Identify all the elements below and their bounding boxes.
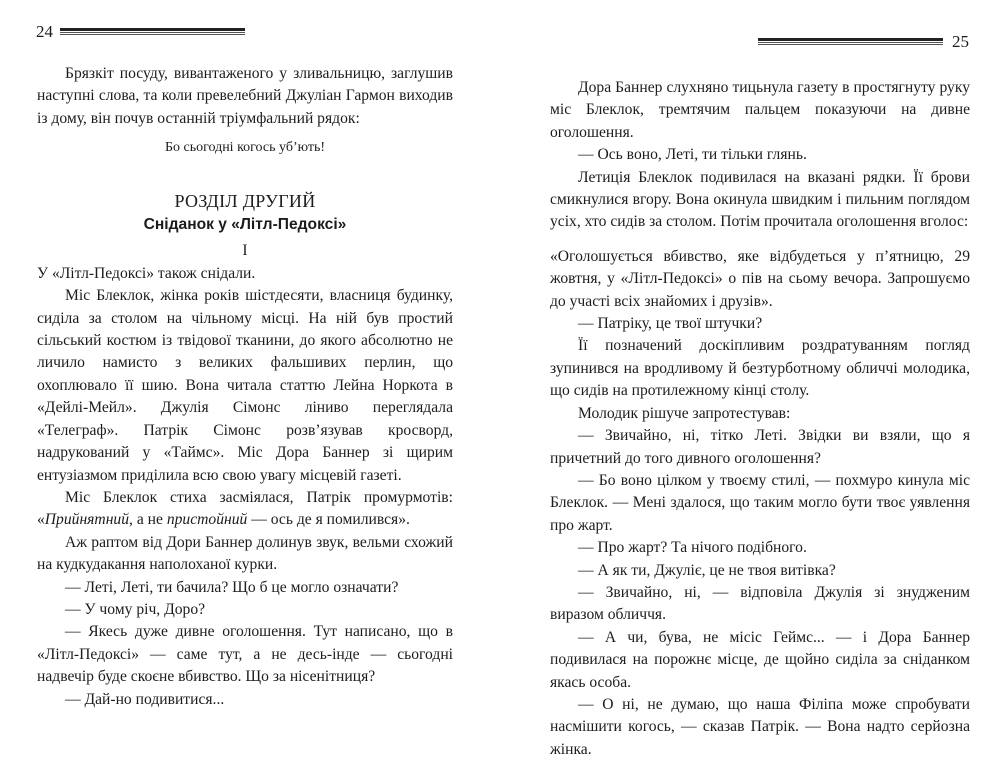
paragraph: Дора Баннер слухняно тицьнула газету в простягнуту руку міс Блеклок, тремтячим пальцем показуючи на дивне оголошення. — [550, 79, 970, 141]
left-page-number: 24 — [36, 22, 53, 41]
dialogue-line: — А чи, бува, не місіс Геймс... — і Дора Баннер подивилася на порожнє місце, де щойно сиділа за сніданком якась особа. — [550, 628, 970, 691]
paragraph: Міс Блеклок, жінка років шістдесяти, власниця будинку, сиділа за столом на чільному місці. На ній був простий сільський костюм із твідової тканини, до якого абсолютно не личило намисто з великих фальшивих перлин, що охоплювало її шию. Вона читала статтю Лейна Норкота в «Дейлі-Мейл». Джулія Сімонс ліниво переглядала «Телеграф». Патрік Сімонс розв’язував кросворд, надрукований у «Таймс». Міс Дора Баннер зі щирим ентузіазмом приділила всю свою увагу місцевій газеті. — [37, 287, 453, 484]
left-page — [0, 0, 500, 721]
right-header-rule — [758, 38, 943, 44]
paragraph: Її позначений доскіпливим роздратуванням погляд зупинився на вродливому й безтурботному обличчі молодика, що сидів на протилежному кінці столу. — [550, 337, 970, 400]
right-page-text — [550, 77, 970, 761]
dialogue-line: — Про жарт? Та нічого подібного. — [578, 539, 807, 557]
left-page-text — [37, 63, 453, 711]
paragraph: Летиція Блеклок подивилася на вказані рядки. Її брови смикнулися вгору. Вона окинула швидким і пильним поглядом усіх, хто сидів за столом. Потім прочитала оголошення вголос: — [550, 168, 970, 231]
dialogue-line: — Леті, Леті, ти бачила? Що б це могло означати? — [65, 578, 399, 596]
dialogue-line: — Патріку, це твої штучки? — [578, 315, 763, 333]
dialogue-line: — Звичайно, ні, — відповіла Джулія зі знудженим виразом обличчя. — [550, 583, 970, 624]
paragraph: Міс Блеклок стиха засміялася, Патрік промурмотів: «Прийнятний, а не пристойний — ось де я помилився». — [37, 488, 453, 529]
dialogue-line: — Ось воно, Леті, ти тільки глянь. — [578, 146, 807, 164]
left-header-rule — [60, 28, 245, 34]
dialogue-line: — А як ти, Джуліє, це не твоя витівка? — [578, 561, 836, 579]
dialogue-line: — Дай-но подивитися... — [65, 690, 225, 708]
paragraph: Брязкіт посуду, вивантаженого у зливальницю, заглушив наступні слова, та коли превелебний Джуліан Гармон виходив із дому, він почув останній тріумфальний рядок: — [37, 65, 453, 127]
paragraph: Молодик рішуче запротестував: — [578, 404, 791, 422]
right-page-number: 25 — [952, 32, 969, 51]
chapter-subtitle: Сніданок у «Літл-Педоксі» — [143, 216, 347, 234]
dialogue-line: — Бо воно цілком у твоєму стилі, — похмуро кинула міс Блеклок. — Мені здалося, що таким могло бути твоє уявлення про жарт. — [550, 471, 970, 534]
dialogue-line: — Звичайно, ні, тітко Леті. Звідки ви взяли, що я причетний до того дивного оголошення? — [550, 427, 970, 467]
epigraph: Бо сьогодні когось уб’ють! — [164, 140, 326, 156]
paragraph: У «Літл-Педоксі» також снідали. — [37, 264, 256, 282]
newspaper-notice: «Оголошується вбивство, яке відбудеться у п’ятницю, 29 жовтня, у «Літл-Педоксі» о пів на сьому вечора. Запрошуємо до участі всіх знайомих і друзів». — [550, 247, 970, 310]
dialogue-line: — Якесь дуже дивне оголошення. Тут написано, що в «Літл-Педоксі» — саме тут, а не десь-інде — сьогодні надвечір буде скоєне вбивство. Що за нісенітниця? — [37, 623, 453, 686]
chapter-title: РОЗДІЛ ДРУГИЙ — [174, 190, 316, 211]
right-page — [500, 0, 1001, 758]
dialogue-line: — У чому річ, Доро? — [65, 600, 206, 618]
dialogue-line: — О ні, не думаю, що наша Філіпа може спробувати насмішити когось, — сказав Патрік. — Вона надто серйозна жінка. — [550, 695, 970, 758]
paragraph: Аж раптом від Дори Баннер долинув звук, вельми схожий на кудкудакання наполоханої курки. — [37, 533, 453, 574]
section-mark: I — [242, 242, 248, 260]
